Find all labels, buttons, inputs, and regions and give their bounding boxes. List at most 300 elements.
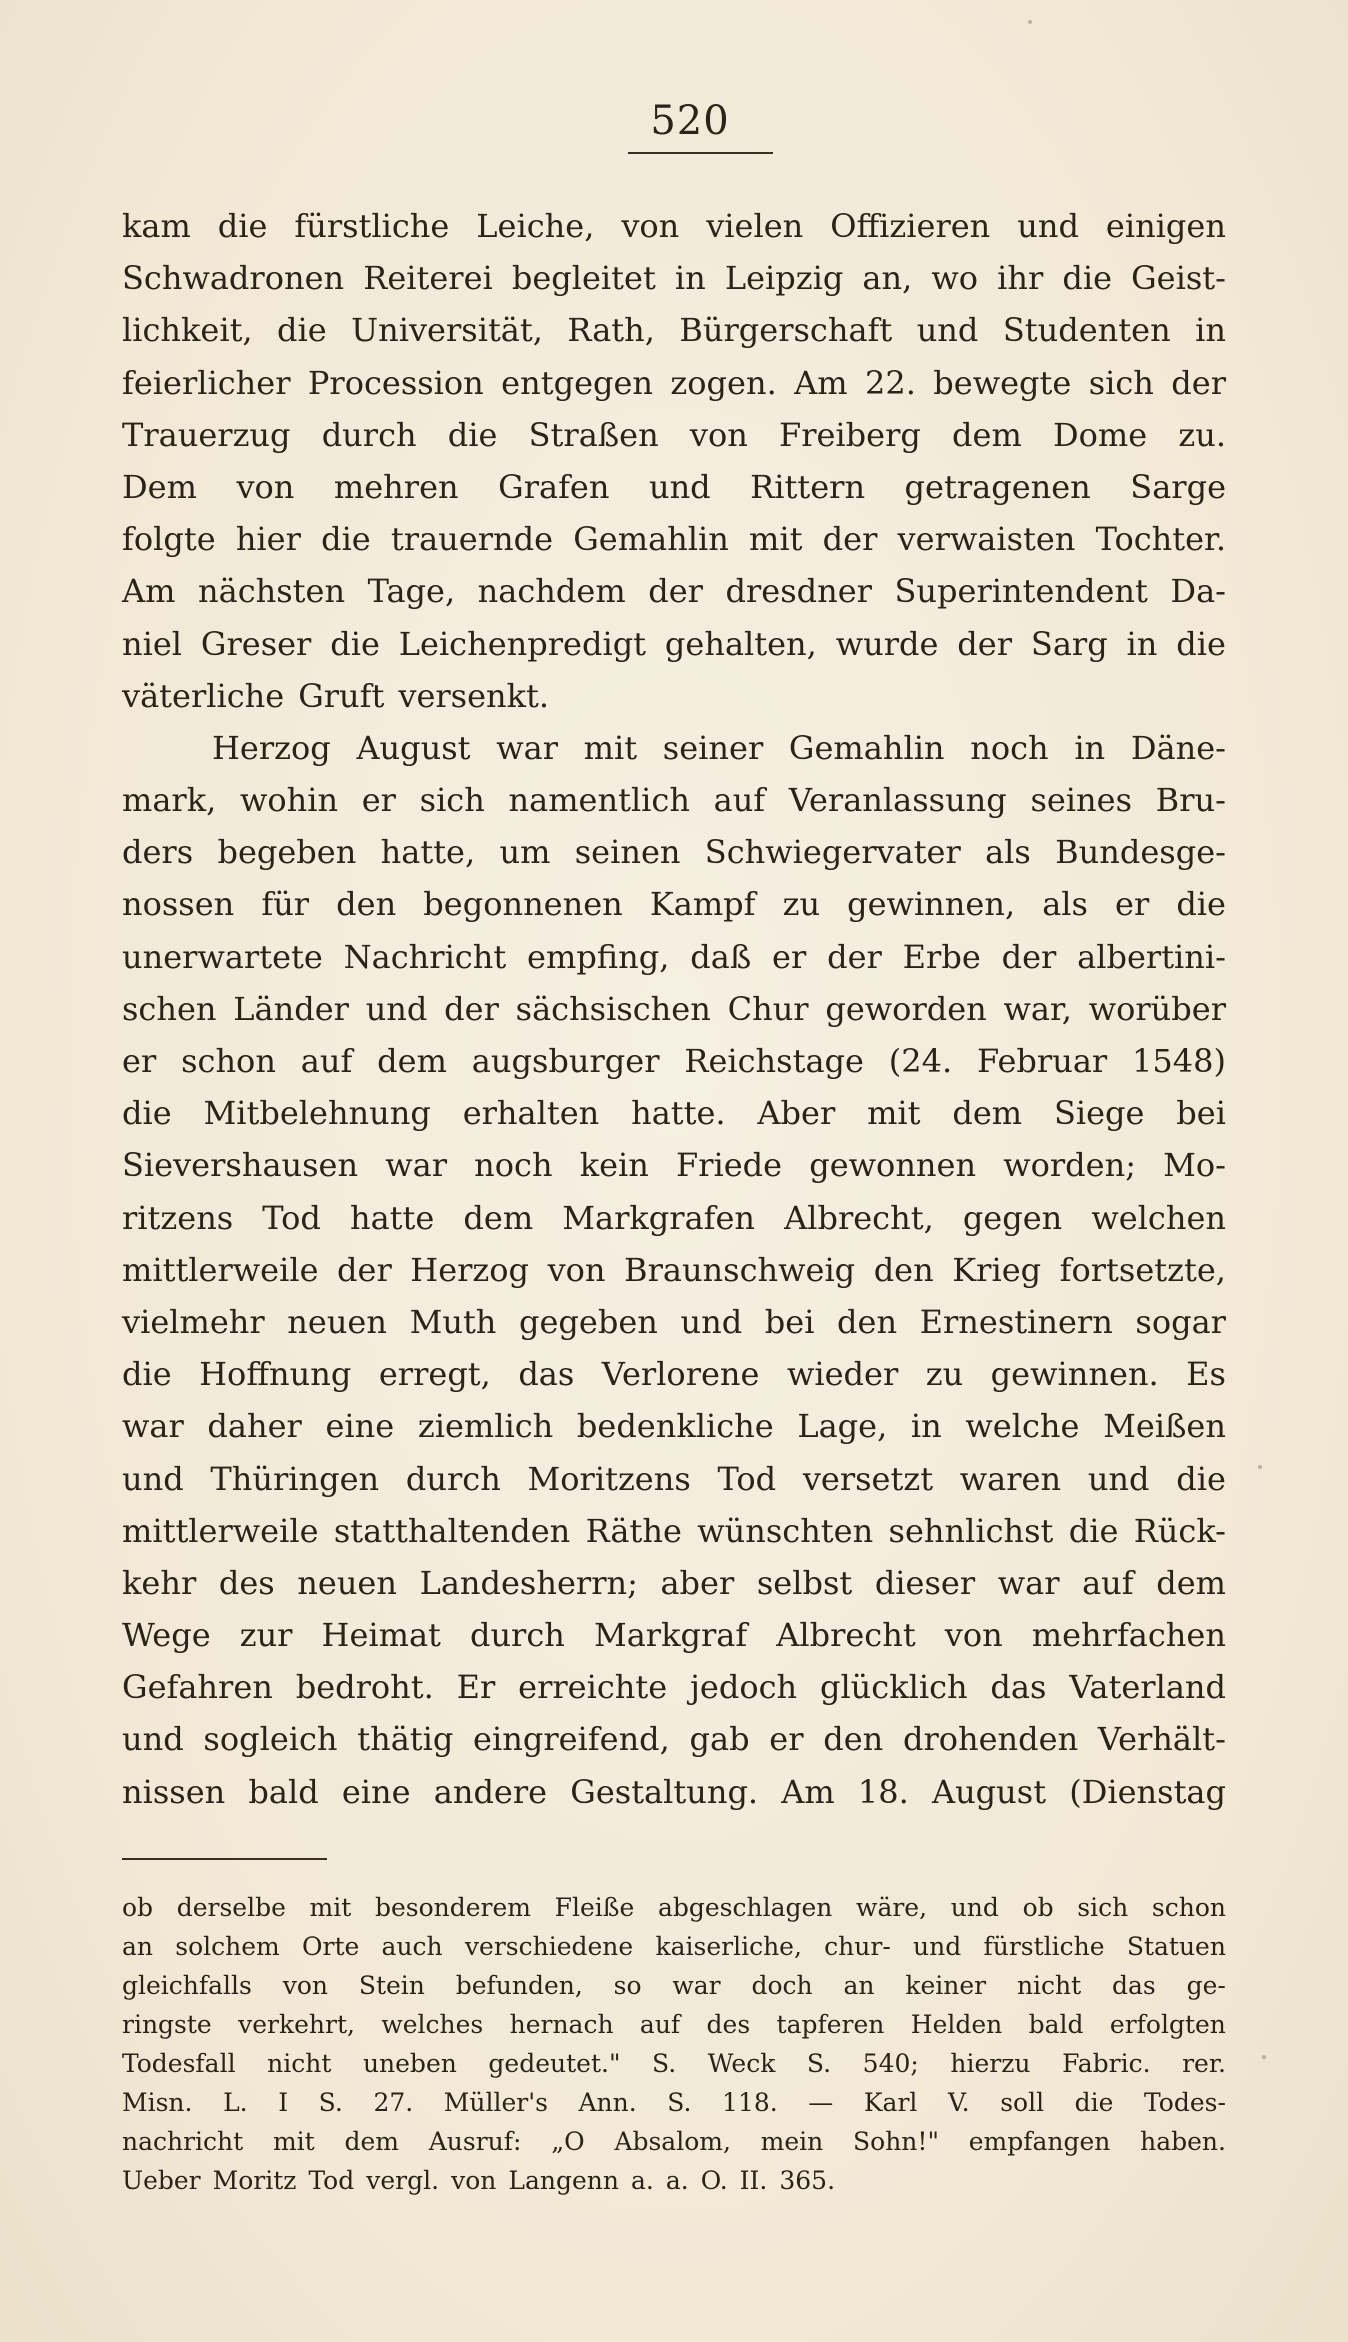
word: dem [463,1198,534,1237]
word: Nachricht [343,937,507,976]
word: sächsischen [515,989,711,1028]
word: rer. [1182,2049,1226,2078]
word: durch [469,1616,565,1655]
word: die [1068,1511,1119,1550]
word: Albrecht, [784,1198,934,1237]
word: Länder [233,989,349,1028]
word: mit [583,728,638,767]
word: Däne- [1130,728,1226,767]
word: gewinnen, [847,885,1016,924]
text-line [122,878,1226,930]
word: dresdner [725,572,872,611]
word: versetzt [802,1459,934,1498]
word: Reiterei [363,259,493,298]
word: Trauerzug [122,415,291,454]
word: mittlerweile [122,1250,319,1289]
word: das [518,1355,575,1394]
word: an [122,1932,154,1961]
word: Erbe [902,937,981,976]
word: die [122,1355,172,1394]
word: sich [1077,1893,1129,1922]
word: mark, [122,781,217,820]
word: Gemahlin [573,520,729,559]
word: Procession [307,363,484,402]
word: nicht [267,2049,332,2078]
word: Langenn [508,2166,619,2195]
word: auf [639,2010,681,2039]
word: auf [1082,1563,1134,1602]
word: Siege [1053,1094,1145,1133]
word: einigen [1105,207,1226,245]
word: Krieg [952,1250,1042,1289]
word: war [672,1971,721,2000]
word: des [218,1563,275,1602]
word: ihr [997,259,1044,298]
word: August [931,1772,1047,1811]
word: Dome [1052,415,1148,454]
word: begeben [217,833,357,872]
word: in [674,259,706,298]
word: die [1176,885,1226,924]
word: Straßen [528,415,659,454]
word: den [336,885,397,924]
word: der [957,624,1013,663]
word: das [990,1668,1047,1707]
word: war [997,1563,1060,1602]
word: schon [1151,1893,1226,1922]
word: erreichte [518,1668,668,1707]
word: gegeben [519,1302,658,1341]
word: II. [739,2166,768,2195]
word: bedenkliche [576,1407,774,1446]
footnote-line [122,1927,1226,1966]
word: 540; [862,2049,919,2078]
word: Er [456,1668,496,1707]
word: den [837,1302,898,1341]
word: worden; [1003,1146,1136,1185]
word: daß [690,937,752,976]
word: Helden [910,2010,1003,2039]
word: von [621,207,680,245]
word: Karl [863,2088,918,2117]
word: eingreifend, [473,1720,670,1759]
word: 27. [373,2088,414,2117]
word: I [278,2088,289,2117]
word: des [706,2010,751,2039]
word: Ann. [578,2088,637,2117]
word: die [1176,624,1226,663]
word: sich [1088,363,1154,402]
word: ziemlich [417,1407,554,1446]
word: zu [782,885,821,924]
word: haben. [1140,2127,1226,2156]
word: und [648,467,711,506]
word: augsburger [471,1042,660,1080]
word: Moritz [212,2166,297,2195]
footnotes [122,1888,1226,2200]
word: war [496,728,558,767]
word: Fleiße [554,1893,635,1922]
word: Moritzens [527,1459,691,1498]
word: Schwadronen [122,259,345,298]
word: dieser [874,1563,976,1602]
word: die [1176,1459,1226,1498]
word: O. [700,2166,728,2195]
word: für [261,885,310,924]
word: albertini- [1077,937,1226,976]
word: tapferen [776,2010,885,2039]
word: in [1195,311,1226,350]
word: Offizieren [830,207,991,245]
word: besonderem [374,1893,531,1922]
word: Bürgerschaft [679,311,893,350]
word: erfolgten [1109,2010,1226,2039]
word: Mitbelehnung [203,1094,431,1133]
word: die [330,624,380,663]
word: thätig [357,1720,454,1759]
word: — [808,2088,834,2117]
word: Studenten [1002,311,1171,350]
word: doch [751,1971,813,2000]
word: und [680,1302,743,1341]
word: ge- [1186,1971,1226,2000]
word: Chur [727,989,809,1028]
word: gehalten, [664,624,817,663]
word: von [236,467,295,506]
word: ringste [122,2010,212,2039]
word: Rath, [567,311,655,350]
word: er [361,781,396,820]
word: bedroht. [295,1668,434,1707]
word: war [122,1407,184,1446]
word: in [910,1407,942,1446]
word: in [1074,728,1106,767]
word: um [499,833,551,872]
word: Gestaltung. [570,1772,759,1811]
word: 365. [779,2166,836,2195]
word: das [1112,1971,1156,2000]
word: gedeutet." [488,2049,621,2078]
word: worüber [1088,989,1226,1028]
word: Orte [302,1932,360,1961]
word: von [282,1971,328,2000]
word: ob [1022,1893,1054,1922]
word: eine [341,1772,411,1811]
word: Leichenpredigt [398,624,647,663]
word: der [648,572,703,611]
word: statthaltenden [333,1511,571,1550]
word: 1548) [1132,1042,1226,1080]
word: Albrecht [776,1616,916,1655]
word: 18. [857,1772,909,1811]
word: Freiberg [778,415,921,454]
word: bei [1176,1094,1226,1133]
word: wäre, [856,1893,928,1922]
word: Ausruf: [428,2127,522,2156]
word: die [122,1094,172,1133]
text-line [122,513,1226,565]
word: Fabric. [1062,2049,1151,2078]
word: glücklich [819,1668,968,1707]
word: Tage, [367,572,456,611]
word: Da- [1170,572,1226,611]
word: Universität, [351,311,543,350]
word: welche [965,1407,1080,1446]
word: wohin [239,781,339,820]
word: Friede [676,1146,783,1185]
footnote-line [122,2083,1226,2122]
word: bei [764,1302,815,1341]
word: an [843,1971,875,2000]
word: dem [344,2127,399,2156]
word: sehnlichst [888,1511,1054,1550]
page-number: 520 [650,98,730,144]
word: er [769,1720,804,1759]
paper-speck [1262,2055,1266,2059]
word: 118. [722,2088,778,2117]
word: Es [1186,1355,1226,1394]
word: Schwiegervater [704,833,961,872]
word: die [447,415,498,454]
word: feierlicher [122,363,291,402]
word: namentlich [508,781,690,820]
word: Aber [757,1094,836,1133]
word: und [1017,207,1079,245]
word: und [950,1893,999,1922]
word: (Dienstag [1069,1772,1226,1811]
word: fortsetzte, [1059,1250,1226,1289]
text-line [122,1661,1226,1713]
word: Gruft [298,676,385,715]
word: mehrfachen [1031,1616,1226,1655]
word: Am [122,572,176,611]
text-line [122,1400,1226,1452]
word: schon [181,1042,276,1080]
word: lichkeit, [122,311,253,350]
word: Braunschweig [624,1250,856,1289]
word: Herzog [212,728,331,767]
word: drohenden [902,1720,1079,1759]
word: ob [122,1893,154,1922]
word: der [444,989,499,1028]
text-line [122,826,1226,878]
word: und [122,1459,184,1498]
word: hierzu [950,2049,1031,2078]
word: noch [474,1146,553,1185]
word: begonnenen [423,885,623,924]
word: empfangen [968,2127,1111,2156]
word: nicht [1016,1971,1082,2000]
text-line [122,1348,1226,1400]
word: Mo- [1163,1146,1226,1185]
word: bald [248,1772,319,1811]
word: seines [1030,781,1132,820]
word: mehren [333,467,459,506]
word: seiner [662,728,764,767]
word: jedoch [689,1668,798,1707]
word: Rück- [1133,1511,1226,1550]
word: Statuen [1126,1932,1226,1961]
word: durch [405,1459,501,1498]
text-line [122,1139,1226,1191]
word: zu. [1178,415,1226,454]
word: nissen [122,1772,226,1811]
word: dem [1156,1563,1226,1602]
word: Sievershausen [122,1146,359,1185]
word: erregt, [378,1355,491,1394]
word: den [873,1250,934,1289]
word: begleitet [511,259,656,298]
word: Thüringen [210,1459,380,1498]
word: gewinnen. [990,1355,1159,1394]
word: Hoffnung [199,1355,352,1394]
word: hatte [349,1198,435,1237]
word: Vaterland [1069,1668,1226,1707]
word: und [916,311,979,350]
text-line [122,983,1226,1035]
word: als [1042,885,1088,924]
word: Sarg [1030,624,1108,663]
word: erhalten [462,1094,600,1133]
word: folgte [122,520,216,559]
word: Grafen [498,467,610,506]
word: Heimat [321,1616,441,1655]
text-line [122,1557,1226,1609]
word: verschiedene [464,1932,634,1961]
text-line [122,722,1226,774]
word: Sohn!" [853,2127,939,2156]
word: er [122,1042,157,1080]
footnote-line [122,2005,1226,2044]
paper-speck [1028,20,1032,24]
word: andere [433,1772,548,1811]
word: auch [381,1932,443,1961]
word: verkehrt, [238,2010,355,2039]
word: V. [947,2088,970,2117]
word: Bru- [1155,781,1226,820]
text-line [122,304,1226,356]
word: väterliche [122,676,285,715]
text-line [122,1244,1226,1296]
word: sich [419,781,485,820]
word: sogleich [203,1720,338,1759]
text-line [122,1766,1226,1818]
text-line [122,1453,1226,1505]
word: der [827,937,882,976]
word: so [613,1971,642,2000]
word: Tochter. [1095,520,1226,559]
word: wieder [786,1355,899,1394]
footnote-line [122,1888,1226,1927]
word: August [356,728,471,767]
word: welchen [1091,1198,1226,1237]
word: „O [551,2127,585,2156]
word: eine [325,1407,395,1446]
word: kehr [122,1563,197,1602]
footnote-line [122,2044,1226,2083]
word: a. [665,2166,689,2195]
word: Leipzig [724,259,844,298]
word: L. [223,2088,248,2117]
footnote-line [122,2122,1226,2161]
word: niel [122,624,183,663]
word: in [1126,624,1158,663]
word: empfing, [527,937,670,976]
page-number-rule [628,152,773,154]
word: nachdem [477,572,626,611]
text-line [122,931,1226,983]
word: Todesfall [122,2049,236,2078]
text-line [122,357,1226,409]
word: an, [862,259,913,298]
word: noch [970,728,1049,767]
word: Markgrafen [562,1198,756,1237]
word: zur [239,1616,293,1655]
text-line [122,1609,1226,1661]
text-line [122,670,1226,722]
word: getragenen [904,467,1091,506]
text-line [122,1296,1226,1348]
paper-speck [1258,1465,1262,1469]
text-line [122,1035,1226,1087]
word: Tod [308,2166,355,2195]
word: die [217,207,268,245]
word: (24. [888,1042,953,1080]
word: vergl. [366,2166,440,2195]
word: trauernde [390,520,554,559]
word: gleichfalls [122,1971,252,2000]
word: solchem [175,1932,280,1961]
word: Leiche, [476,207,595,245]
word: die [321,520,371,559]
word: als [985,833,1031,872]
word: wo [931,259,979,298]
word: Am [781,1772,835,1811]
word: die [277,311,327,350]
word: keiner [905,1971,987,2000]
word: die [1062,259,1113,298]
word: mit [749,520,803,559]
word: S. [667,2088,692,2117]
word: der [822,520,878,559]
word: bald [1028,2010,1084,2039]
word: mit [272,2127,315,2156]
footnote-line [122,1966,1226,2005]
word: entgegen [501,363,654,402]
main-text [122,200,1226,1818]
word: kein [579,1146,649,1185]
word: unerwartete [122,937,323,976]
word: und [365,989,428,1028]
word: Tod [262,1198,321,1237]
text-line [122,565,1226,617]
word: Weck [707,2049,776,2078]
word: von [944,1616,1003,1655]
word: hatte. [631,1094,726,1133]
word: Verlorene [601,1355,760,1394]
word: der [337,1250,392,1289]
word: Rittern [750,467,866,506]
word: wünschten [697,1511,874,1550]
word: Kampf [649,885,756,924]
word: Misn. [122,2088,193,2117]
word: a. [630,2166,654,2195]
word: Am [794,363,848,402]
word: abgeschlagen [657,1893,833,1922]
text-line [122,409,1226,461]
word: dem [377,1042,447,1080]
word: auf [300,1042,353,1080]
